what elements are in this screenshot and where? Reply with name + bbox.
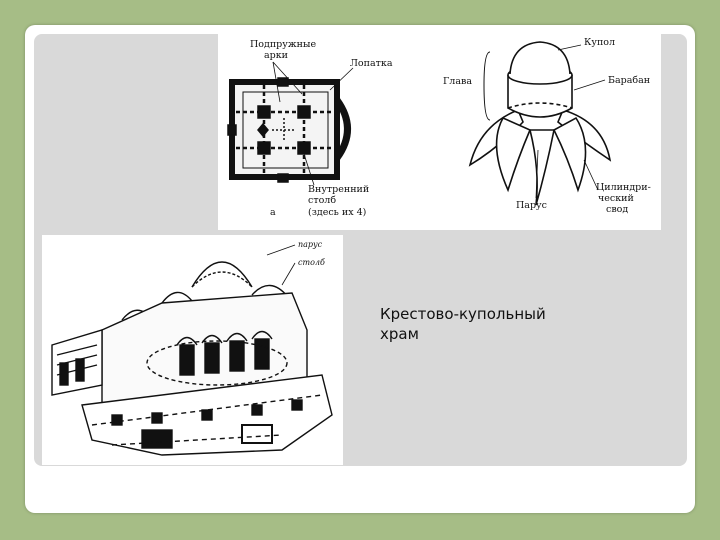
label-head: Глава [443,76,473,87]
label-lopatka: Лопатка [350,58,393,69]
caption-line-1: Крестово-купольный [380,305,546,323]
cutaway-svg [42,235,343,465]
cutaway-building [52,245,332,455]
label-section-pillar: столб [298,258,325,267]
label-pillar-2: столб [308,195,337,206]
plan-dome-svg [218,30,661,230]
label-arches-1: Подпружные [250,39,317,50]
caption-line-2: храм [380,325,419,343]
label-drum: Барабан [608,75,651,86]
label-vault-3: свод [606,204,629,215]
label-pillar-1: Внутренний [308,184,370,195]
plan-and-dome-diagram [218,30,661,230]
floor-plan [228,62,353,185]
slide-caption [380,304,620,344]
label-letter-a: а [270,207,276,218]
label-sail: Парус [516,200,547,211]
label-section-sail: парус [298,240,323,249]
label-pillar-3: (здесь их 4) [308,207,367,218]
label-arches-2: арки [264,50,289,61]
label-vault-2: ческий [598,193,634,204]
church-cutaway-drawing [42,235,343,465]
dome-diagram [470,42,610,205]
label-vault-1: Цилиндри- [596,182,651,193]
label-cupola: Купол [584,37,616,48]
